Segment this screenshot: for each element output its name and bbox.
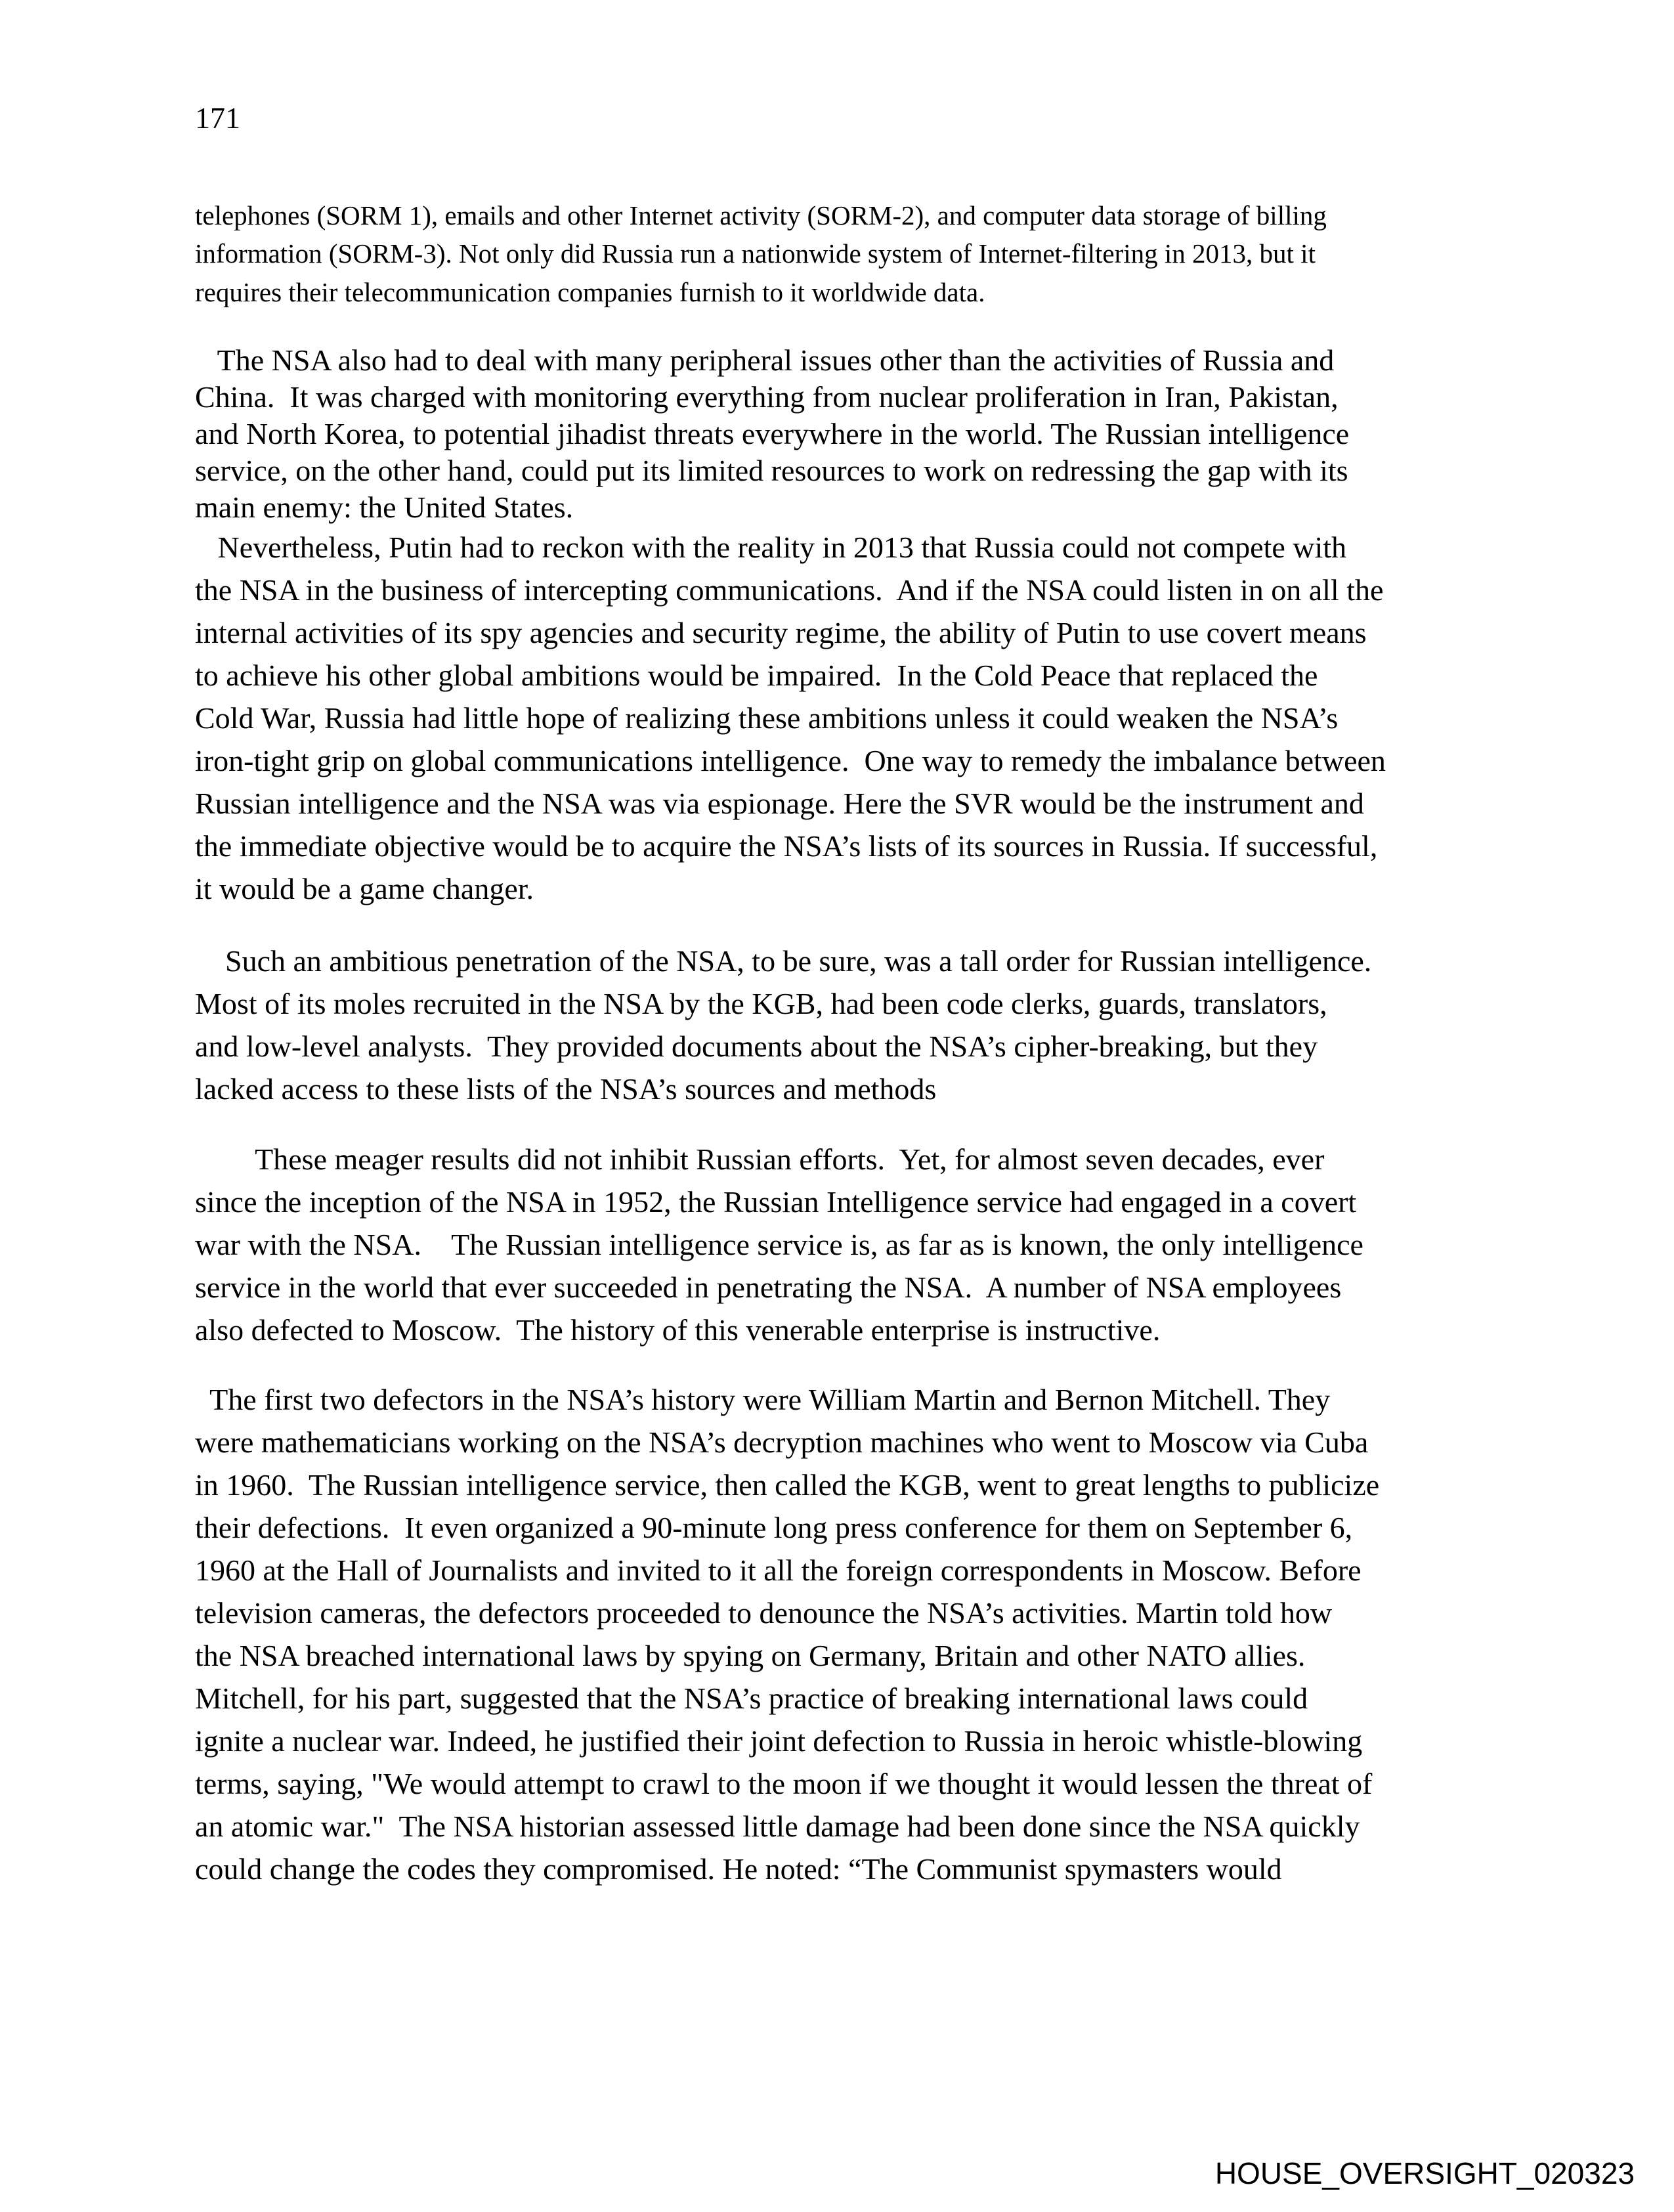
text-line: in 1960. The Russian intelligence service, then called the KGB, went to great lengths to publicize: [195, 1468, 1380, 1502]
text-line: iron-tight grip on global communications intelligence. One way to remedy the imbalance between: [195, 744, 1386, 777]
text-line: information (SORM-3). Not only did Russia run a nationwide system of Internet-filtering in 2013, but it: [195, 238, 1316, 269]
text-line: service, on the other hand, could put its limited resources to work on redressing the gap with its: [195, 454, 1348, 487]
text-line: internal activities of its spy agencies and security regime, the ability of Putin to use covert means: [195, 616, 1367, 649]
text-line: were mathematicians working on the NSA’s decryption machines who went to Moscow via Cuba: [195, 1425, 1369, 1459]
text-line: war with the NSA. The Russian intelligence service is, as far as is known, the only intelligence: [195, 1228, 1363, 1261]
text-line: telephones (SORM 1), emails and other Internet activity (SORM-2), and computer data storage of billing: [195, 200, 1327, 230]
text-line: could change the codes they compromised. He noted: “The Communist spymasters would: [195, 1852, 1282, 1886]
text-line: television cameras, the defectors proceeded to denounce the NSA’s activities. Martin told how: [195, 1596, 1333, 1630]
text-line: also defected to Moscow. The history of this venerable enterprise is instructive.: [195, 1313, 1161, 1347]
text-line: These meager results did not inhibit Russian efforts. Yet, for almost seven decades, ever: [195, 1142, 1325, 1176]
text-line: 1960 at the Hall of Journalists and invited to it all the foreign correspondents in Moscow. Before: [195, 1553, 1362, 1587]
text-line: the immediate objective would be to acquire the NSA’s lists of its sources in Russia. If successful,: [195, 829, 1378, 863]
text-line: to achieve his other global ambitions would be impaired. In the Cold Peace that replaced the: [195, 659, 1318, 692]
text-line: Russian intelligence and the NSA was via espionage. Here the SVR would be the instrument and: [195, 787, 1364, 820]
text-line: service in the world that ever succeeded in penetrating the NSA. A number of NSA employees: [195, 1270, 1342, 1304]
text-line: and low-level analysts. They provided documents about the NSA’s cipher-breaking, but they: [195, 1030, 1318, 1063]
text-line: lacked access to these lists of the NSA’s sources and methods: [195, 1072, 937, 1106]
text-line: requires their telecommunication companies furnish to it worldwide data.: [195, 277, 985, 307]
text-line: main enemy: the United States.: [195, 490, 574, 524]
text-line: Most of its moles recruited in the NSA by the KGB, had been code clerks, guards, translators,: [195, 987, 1327, 1020]
text-line: ignite a nuclear war. Indeed, he justified their joint defection to Russia in heroic whistle-blowing: [195, 1724, 1363, 1758]
text-line: Such an ambitious penetration of the NSA, to be sure, was a tall order for Russian intelligence.: [195, 944, 1372, 978]
text-line: since the inception of the NSA in 1952, the Russian Intelligence service had engaged in a covert: [195, 1185, 1357, 1219]
text-line: China. It was charged with monitoring everything from nuclear proliferation in Iran, Pakistan,: [195, 380, 1339, 414]
text-line: Cold War, Russia had little hope of realizing these ambitions unless it could weaken the NSA’s: [195, 701, 1339, 735]
page-number: 171: [195, 101, 240, 135]
document-id-footer: HOUSE_OVERSIGHT_020323: [1214, 2156, 1635, 2190]
text-line: Mitchell, for his part, suggested that the NSA’s practice of breaking international laws could: [195, 1681, 1308, 1715]
text-line: it would be a game changer.: [195, 872, 534, 905]
text-line: The first two defectors in the NSA’s history were William Martin and Bernon Mitchell. They: [195, 1383, 1331, 1416]
text-line: their defections. It even organized a 90-minute long press conference for them on September 6,: [195, 1511, 1353, 1544]
text-line: terms, saying, "We would attempt to crawl to the moon if we thought it would lessen the threat of: [195, 1767, 1373, 1800]
text-line: the NSA in the business of intercepting communications. And if the NSA could listen in on all the: [195, 573, 1384, 607]
text-line: Nevertheless, Putin had to reckon with the reality in 2013 that Russia could not compete with: [195, 531, 1347, 564]
text-line: The NSA also had to deal with many peripheral issues other than the activities of Russia and: [195, 343, 1335, 377]
text-line: and North Korea, to potential jihadist threats everywhere in the world. The Russian intelligence: [195, 417, 1350, 450]
text-line: the NSA breached international laws by spying on Germany, Britain and other NATO allies.: [195, 1639, 1306, 1672]
text-line: an atomic war." The NSA historian assessed little damage had been done since the NSA quickly: [195, 1810, 1360, 1843]
